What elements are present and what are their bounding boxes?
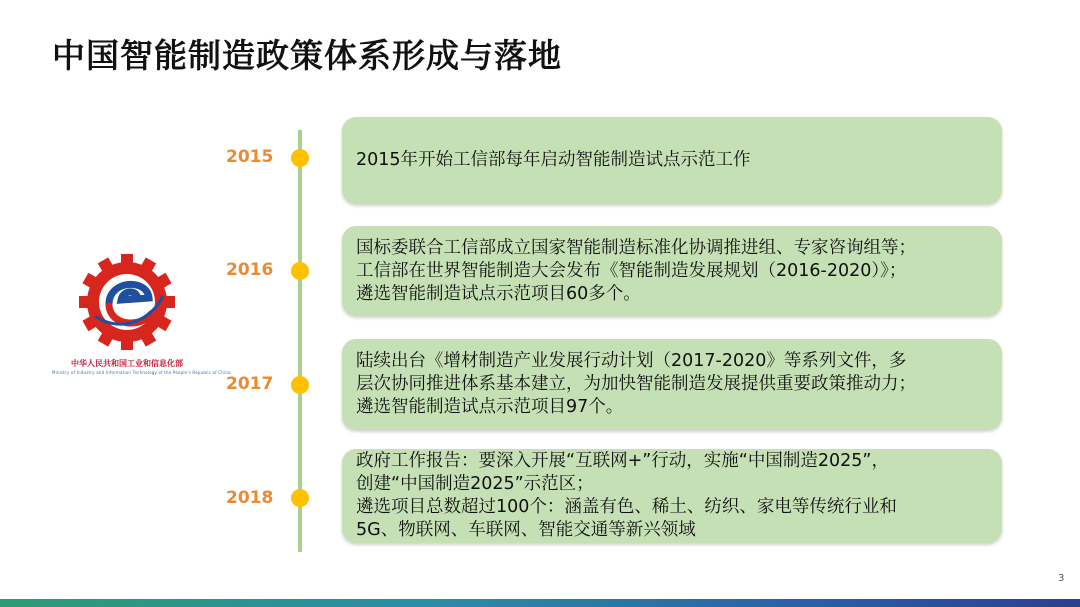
timeline-dot bbox=[291, 149, 309, 167]
card-text-line: 遴选智能制造试点示范项目97个。 bbox=[356, 397, 624, 417]
card-text-line: 5G、物联网、车联网、智能交通等新兴领域 bbox=[356, 520, 696, 540]
bottom-accent-bar bbox=[0, 599, 1080, 607]
card-text-line: 创建“中国制造2025”示范区； bbox=[356, 474, 594, 494]
card-text-line: 2015年开始工信部每年启动智能制造试点示范工作 bbox=[356, 150, 751, 170]
timeline-card bbox=[342, 226, 1002, 316]
card-text-line: 陆续出台《增材制造产业发展行动计划（2017-2020》等系列文件，多 bbox=[356, 351, 907, 371]
timeline-card bbox=[342, 449, 1002, 543]
card-text-line: 国标委联合工信部成立国家智能制造标准化协调推进组、专家咨询组等； bbox=[356, 237, 916, 258]
page-number: 3 bbox=[1058, 573, 1065, 584]
card-text-line: 遴选智能制造试点示范项目60多个。 bbox=[356, 283, 641, 304]
logo-caption: 中华人民共和国工业和信息化部 bbox=[71, 359, 183, 368]
slide-title: 中国智能制造政策体系形成与落地 bbox=[52, 36, 562, 75]
card-text-line: 遴选项目总数超过100个：涵盖有色、稀土、纺织、家电等传统行业和 bbox=[356, 497, 897, 517]
timeline-year: 2016 bbox=[226, 260, 274, 280]
timeline-year: 2017 bbox=[226, 374, 274, 394]
timeline-year: 2018 bbox=[226, 488, 274, 508]
timeline-card bbox=[342, 117, 1002, 204]
timeline-dot bbox=[291, 376, 309, 394]
logo-subcaption: Ministry of Industry and Information Technology of the People's Republic of China bbox=[52, 370, 231, 375]
timeline-dot bbox=[291, 262, 309, 280]
timeline-card bbox=[342, 339, 1002, 430]
card-text-line: 工信部在世界智能制造大会发布《智能制造发展规划（2016-2020）》； bbox=[356, 260, 907, 281]
card-text-line: 层次协同推进体系基本建立，为加快智能制造发展提供重要政策推动力； bbox=[356, 374, 916, 394]
timeline-dot bbox=[291, 489, 309, 507]
timeline-year: 2015 bbox=[226, 147, 274, 167]
card-text-line: 政府工作报告：要深入开展“互联网+”行动，实施“中国制造2025”， bbox=[356, 451, 889, 471]
ministry-logo-icon bbox=[52, 244, 231, 375]
